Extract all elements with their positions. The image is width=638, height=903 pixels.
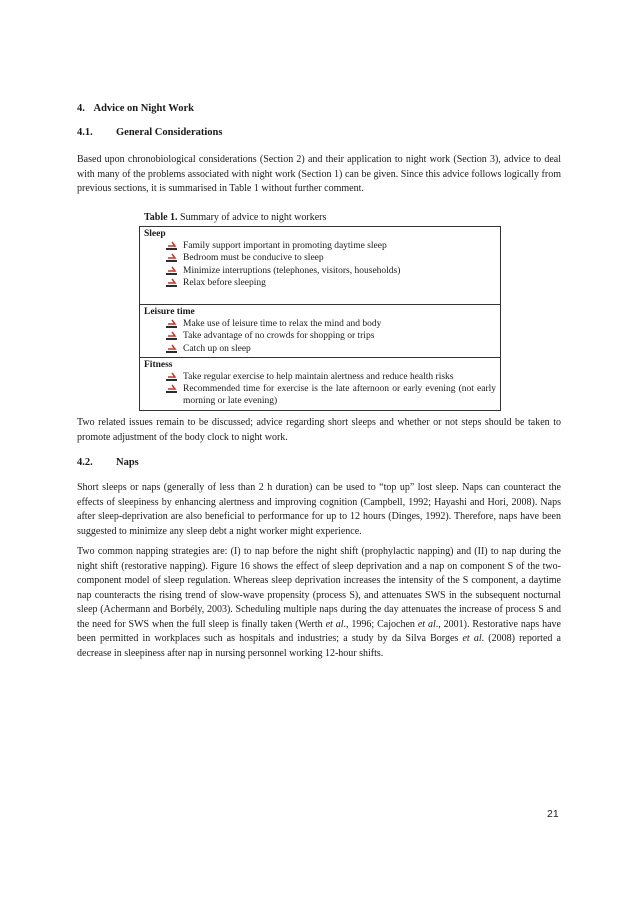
- table-cell-leisure: [140, 305, 501, 358]
- table-cell-sleep: [140, 227, 501, 305]
- list-item: Bedroom must be conducive to sleep: [166, 252, 496, 264]
- arrow-bullet-icon: [166, 253, 177, 263]
- section-heading: [77, 103, 194, 114]
- leisure-list: [144, 318, 496, 355]
- arrow-bullet-icon: [166, 331, 177, 341]
- arrow-bullet-icon: [166, 241, 177, 251]
- arrow-bullet-icon: [166, 278, 177, 288]
- paragraph-napping-strategies: Two common napping strategies are: (I) to nap before the night shift (prophylactic napping) and (II) to nap during the night shift (restorative napping). Figure 16 shows the effect of sleep deprivation and a nap on component S of the two-component model of sleep regulation. Whereas sleep deprivation increases the intensity of the S component, a daytime nap counteracts the rising trend of slow-wave propensity (process S), and attenuates SWS in the subsequent nocturnal sleep (Achermann and Borbély, 2003). Scheduling multiple naps during the day attenuates the increase of process S and the need for SWS when the full sleep is finally taken (Werth et al., 1996; Cajochen et al., 2001). Restorative naps have been permitted in workplaces such as hospitals and industries; a study by da Silva Borges et al. (2008) reported a decrease in sleepiness after nap in nursing personnel working 12-hour shifts.: [77, 546, 561, 659]
- paragraph-related-issues: Two related issues remain to be discussed; advice regarding short sleeps and whether or not steps should be taken to promote adjustment of the body clock to night work.: [77, 417, 561, 443]
- fitness-list: [144, 371, 496, 408]
- arrow-bullet-icon: [166, 319, 177, 329]
- section-number: 4.: [77, 103, 85, 114]
- table-row-leisure: [140, 305, 501, 358]
- subsection-number: 4.1.: [77, 127, 93, 138]
- list-item: Take advantage of no crowds for shopping or trips: [166, 330, 496, 342]
- list-item: Recommended time for exercise is the late afternoon or early evening (not early morning or late evening): [166, 383, 496, 408]
- group-title-fitness: Fitness: [144, 359, 173, 370]
- group-title-sleep: Sleep: [144, 229, 166, 239]
- advice-table: [139, 226, 501, 411]
- arrow-bullet-icon: [166, 372, 177, 382]
- list-item: Relax before sleeping: [166, 277, 496, 289]
- arrow-bullet-icon: [166, 344, 177, 354]
- table-row-fitness: [140, 357, 501, 410]
- paragraph-naps: Short sleeps or naps (generally of less than 2 h duration) can be used to “top up” lost sleep. Naps can counteract the effects of sleepiness by enhancing alertness and improving cognition (Campbell, 1992; Hayashi and Hori, 2008). Naps after sleep-deprivation are also beneficial to performance for up to 12 hours (Dinges, 1992). Therefore, naps have been suggested to minimize any sleep debt a night worker might experience.: [77, 482, 561, 537]
- paragraph-general: Based upon chronobiological considerations (Section 2) and their application to night work (Section 3), advice to deal with many of the problems associated with night work (Section 1) can be given. Since this advice follows logically from previous sections, it is summarised in Table 1 without further comment.: [77, 154, 561, 194]
- subsection-heading-naps: [77, 457, 139, 468]
- sleep-list: [144, 240, 496, 289]
- list-item: Minimize interruptions (telephones, visitors, households): [166, 265, 496, 277]
- arrow-bullet-icon: [166, 266, 177, 276]
- list-item: Catch up on sleep: [166, 343, 496, 355]
- table-row-sleep: [140, 227, 501, 305]
- table-caption-text: Summary of advice to night workers: [177, 212, 327, 223]
- subsection-title: Naps: [116, 457, 139, 468]
- subsection-number: 4.2.: [77, 457, 93, 468]
- list-item: Make use of leisure time to relax the mind and body: [166, 318, 496, 330]
- list-item: Family support important in promoting daytime sleep: [166, 240, 496, 252]
- page-number: 21: [547, 808, 559, 820]
- subsection-title: General Considerations: [116, 127, 223, 138]
- table-caption: [144, 212, 326, 223]
- table-caption-label: Table 1.: [144, 212, 178, 223]
- section-title: Advice on Night Work: [93, 103, 194, 114]
- subsection-heading-general: [77, 127, 223, 138]
- group-title-leisure: Leisure time: [144, 307, 195, 317]
- list-item: Take regular exercise to help maintain alertness and reduce health risks: [166, 371, 496, 383]
- table-cell-fitness: [140, 357, 501, 410]
- arrow-bullet-icon: [166, 384, 177, 394]
